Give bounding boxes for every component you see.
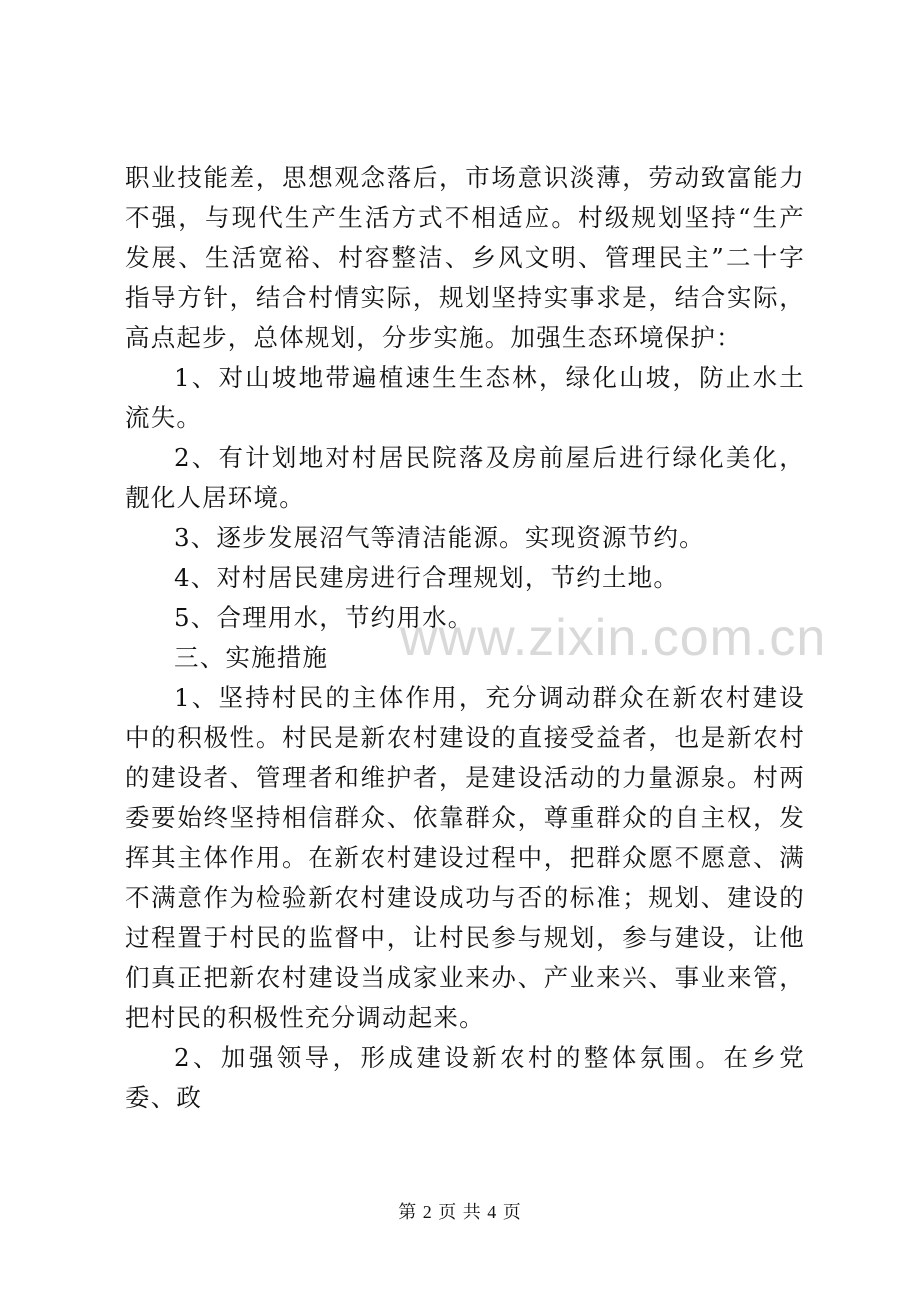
list-item-1: 1、对山坡地带遍植速生生态林，绿化山坡，防止水土流失。 — [125, 363, 805, 432]
paragraph-intro: 职业技能差，思想观念落后，市场意识淡薄，劳动致富能力不强，与现代生产生活方式不相适应。村级规划坚持“生产发展、生活宽裕、村容整洁、乡风文明、管理民主”二十字指导方针，结合村情实际，规划坚持实事求是，结合实际，高点起步，总体规划，分步实施。加强生态环境保护： — [125, 163, 805, 352]
list-item-3: 3、逐步发展沼气等清洁能源。实现资源节约。 — [174, 523, 705, 552]
list-item-5: 5、合理用水，节约用水。 — [174, 603, 474, 632]
list-item-4: 4、对村居民建房进行合理规划，节约土地。 — [174, 563, 680, 592]
measure-1: 1、坚持村民的主体作用，充分调动群众在新农村建设中的积极性。村民是新农村建设的直接受益者，也是新农村的建设者、管理者和维护者，是建设活动的力量源泉。村两委要始终坚持相信群众、依靠群众，尊重群众的自主权，发挥其主体作用。在新农村建设过程中，把群众愿不愿意、满不满意作为检验新农村建设成功与否的标准；规划、建设的过程置于村民的监督中，让村民参与规划，参与建设，让他们真正把新农村建设当成家业来办、产业来兴、事业来管，把村民的积极性充分调动起来。 — [125, 683, 805, 1032]
list-item-2: 2、有计划地对村居民院落及房前屋后进行绿化美化，靓化人居环境。 — [125, 443, 805, 512]
section-heading: 三、实施措施 — [174, 643, 329, 672]
page-footer: 第 2 页 共 4 页 — [398, 1202, 522, 1222]
document-body — [125, 158, 805, 1118]
measure-2: 2、加强领导，形成建设新农村的整体氛围。在乡党委、政 — [125, 1043, 805, 1112]
watermark: www.zixin.com.cn — [400, 609, 827, 667]
